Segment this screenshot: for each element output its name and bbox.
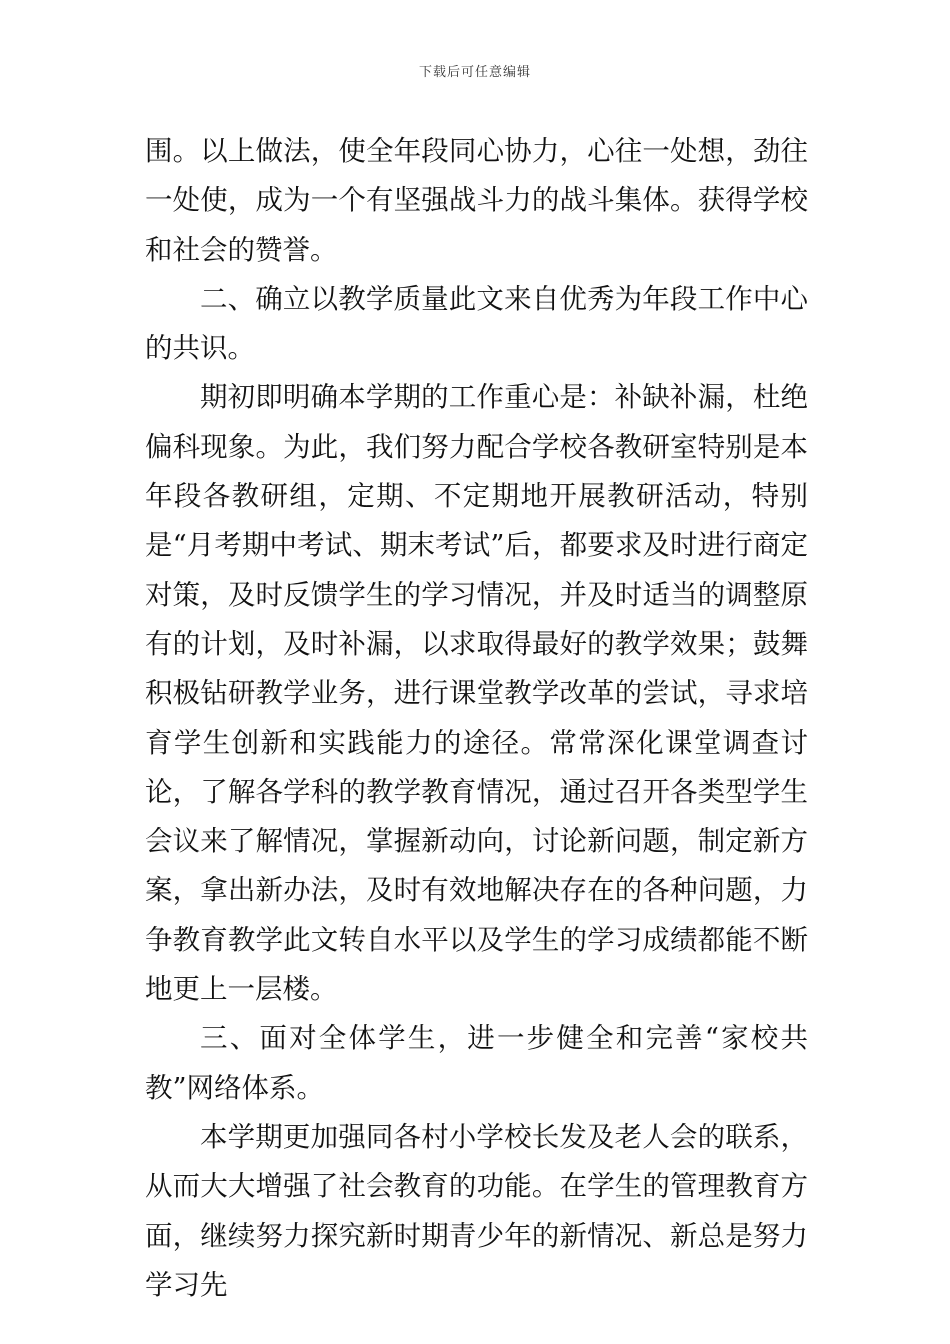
document-body [145,127,808,1310]
paragraph-continuation: 围。以上做法，使全年段同心协力，心往一处想，劲往一处使，成为一个有坚强战斗力的战斗集体。获得学校和社会的赞誉。 [145,135,808,266]
section-heading-two: 二、确立以教学质量此文来自优秀为年段工作中心的共识。 [145,282,808,365]
page-header: 下载后可任意编辑 [418,65,531,80]
paragraph-home-school: 本学期更加强同各村小学校长发及老人会的联系，从而大大增强了社会教育的功能。在学生的管理教育方面，继续努力探究新时期青少年的新情况、新总是努力学习先 [145,1120,808,1301]
section-heading-three: 三、面对全体学生，进一步健全和完善“家校共教”网络体系。 [145,1022,808,1104]
paragraph-teaching-work: 期初即明确本学期的工作重心是：补缺补漏，杜绝偏科现象。为此，我们努力配合学校各教研室特别是本年段各教研组，定期、不定期地开展教研活动，特别是“月考期中考试、期末考试”后，都要求及时进行商定对策，及时反馈学生的学习情况，并及时适当的调整原有的计划，及时补漏，以求取得最好的教学效果；鼓舞积极钻研教学业务，进行课堂教学改革的尝试，寻求培育学生创新和实践能力的途径。常常深化课堂调查讨论，了解各学科的教学教育情况，通过召开各类型学生会议来了解情况，掌握新动向，讨论新问题，制定新方案，拿出新办法，及时有效地解决存在的各种问题，力争教育教学此文转自水平以及学生的学习成绩都能不断地更上一层楼。 [145,381,808,1006]
